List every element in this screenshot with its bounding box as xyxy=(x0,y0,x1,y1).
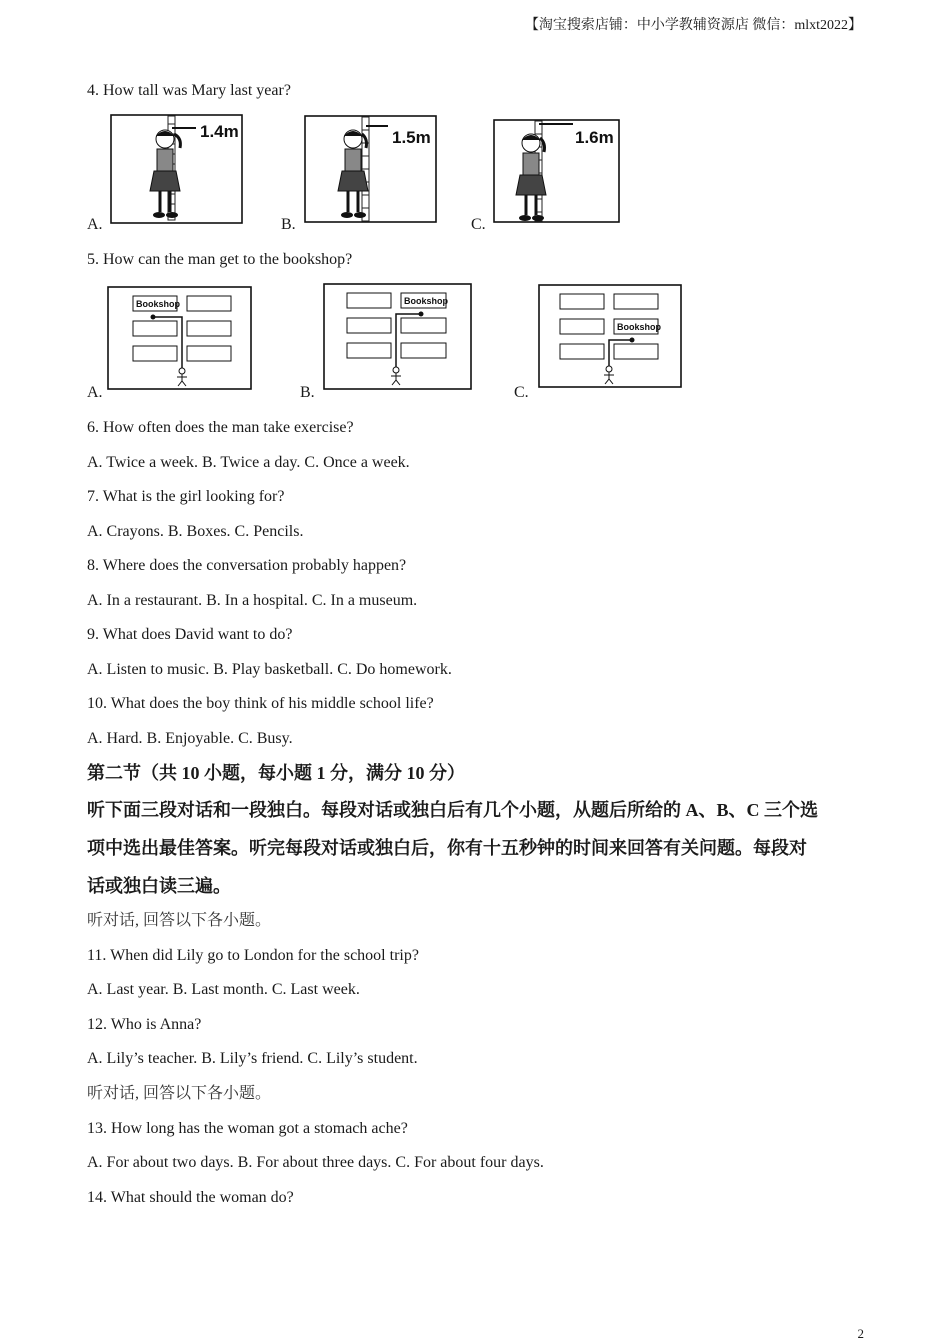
q5-option-b-map xyxy=(323,283,473,391)
answers-8: A. In a restaurant. B. In a hospital. C. In a museum. xyxy=(87,592,418,609)
question-8: 8. Where does the conversation probably happen? xyxy=(87,557,407,574)
section-2-title: 第二节（共 10 小题，每小题 1 分，满分 10 分） xyxy=(87,763,465,783)
question-5: 5. How can the man get to the bookshop? xyxy=(87,251,353,268)
question-7: 7. What is the girl looking for? xyxy=(87,488,285,505)
dialog-1-note: 听对话, 回答以下各小题。 xyxy=(87,912,272,929)
page-header: 【淘宝搜索店铺：中小学教辅资源店 微信：mlxt2022】 xyxy=(524,18,862,33)
girl-figure-icon xyxy=(150,116,196,220)
bookshop-label: Bookshop xyxy=(404,296,448,306)
man-figure-icon xyxy=(604,366,614,384)
bookshop-label: Bookshop xyxy=(617,322,661,332)
answers-12: A. Lily’s teacher. B. Lily’s friend. C. Lily’s student. xyxy=(87,1050,418,1067)
question-14: 14. What should the woman do? xyxy=(87,1189,294,1206)
man-figure-icon xyxy=(391,367,401,385)
question-9: 9. What does David want to do? xyxy=(87,626,293,643)
height-label: 1.4m xyxy=(200,122,239,141)
q5-option-a-map xyxy=(107,286,253,392)
q4-option-c-figure xyxy=(493,119,621,225)
q4-option-b-figure xyxy=(304,115,438,225)
q5-option-c-map xyxy=(538,284,683,390)
page-number: 2 xyxy=(857,1326,864,1341)
q5-option-a-label: A. xyxy=(87,384,103,401)
q5-option-c-label: C. xyxy=(514,384,529,401)
q4-option-b-label: B. xyxy=(281,216,296,233)
q4-option-a-label: A. xyxy=(87,216,103,233)
dialog-2-note: 听对话, 回答以下各小题。 xyxy=(87,1085,272,1102)
q4-option-a-figure xyxy=(110,114,244,226)
question-12: 12. Who is Anna? xyxy=(87,1016,202,1033)
question-6: 6. How often does the man take exercise? xyxy=(87,419,354,436)
height-label: 1.5m xyxy=(392,128,431,147)
answers-9: A. Listen to music. B. Play basketball. C. Do homework. xyxy=(87,661,452,678)
answers-11: A. Last year. B. Last month. C. Last week. xyxy=(87,981,360,998)
question-13: 13. How long has the woman got a stomach ache? xyxy=(87,1120,408,1137)
answers-10: A. Hard. B. Enjoyable. C. Busy. xyxy=(87,730,293,747)
q5-option-b-label: B. xyxy=(300,384,315,401)
girl-figure-icon xyxy=(338,117,388,221)
section-2-instructions-line2: 项中选出最佳答案。听完每段对话或独白后，你有十五秒钟的时间来回答有关问题。每段对 xyxy=(87,838,807,858)
man-figure-icon xyxy=(177,368,187,386)
question-10: 10. What does the boy think of his middle school life? xyxy=(87,695,434,712)
girl-figure-icon xyxy=(516,121,573,221)
section-2-instructions-line1: 听下面三段对话和一段独白。每段对话或独白后有几个小题，从题后所给的 A、B、C 三个选 xyxy=(87,800,818,820)
answers-13: A. For about two days. B. For about three days. C. For about four days. xyxy=(87,1154,544,1171)
section-2-instructions-line3: 话或独白读三遍。 xyxy=(87,876,231,896)
question-11: 11. When did Lily go to London for the school trip? xyxy=(87,947,419,964)
question-4: 4. How tall was Mary last year? xyxy=(87,82,291,99)
answers-7: A. Crayons. B. Boxes. C. Pencils. xyxy=(87,523,304,540)
answers-6: A. Twice a week. B. Twice a day. C. Once a week. xyxy=(87,454,410,471)
q4-option-c-label: C. xyxy=(471,216,486,233)
bookshop-label: Bookshop xyxy=(136,299,180,309)
height-label: 1.6m xyxy=(575,128,614,147)
